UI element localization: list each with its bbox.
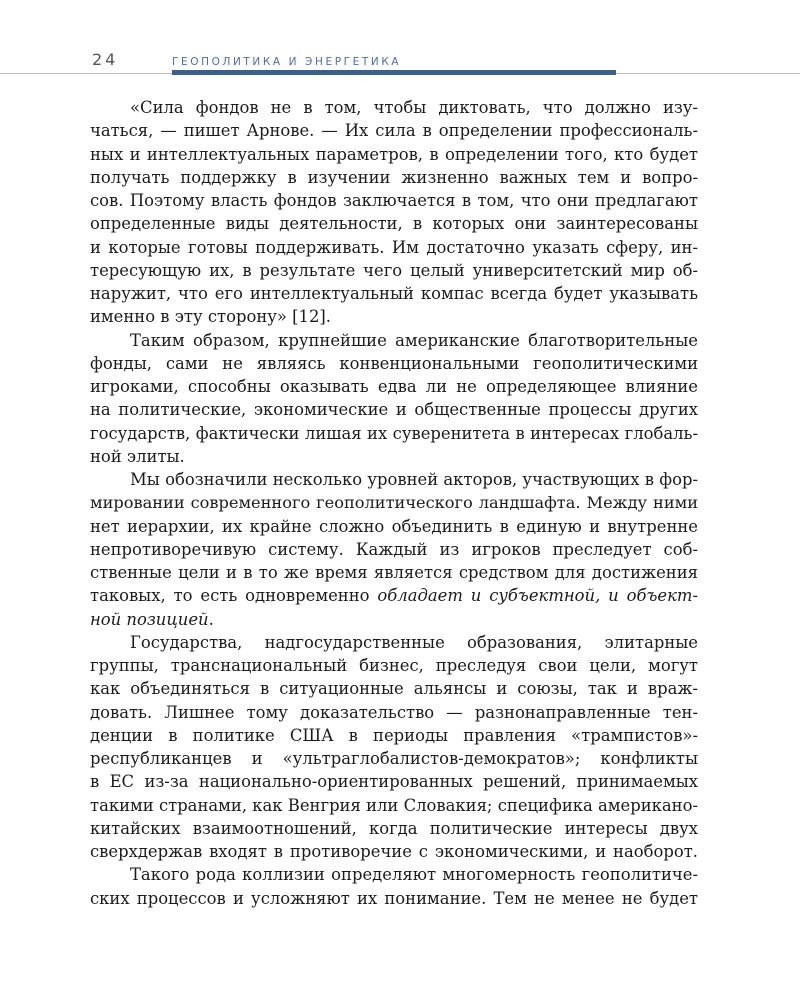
text-line (90, 608, 698, 631)
paragraph-3 (90, 468, 698, 631)
text-run: таковых, то есть одновременно (90, 586, 378, 606)
paragraph-1 (90, 96, 698, 329)
text-line: довать. Лишнее тому доказательство — разнонаправленные тен- (90, 702, 698, 722)
text-line: фонды, сами не являясь конвенциональными геополитическими (90, 353, 698, 373)
text-line: сверхдержав входят в противоречие с экономическими, и наоборот. (90, 842, 698, 861)
text-line (90, 584, 698, 607)
text-line: Государства, надгосударственные образования, элитарные (130, 632, 698, 652)
text-line: ственные цели и в то же время является средством для достижения (90, 563, 698, 582)
page-header (0, 0, 800, 80)
text-line: китайских взаимоотношений, когда политические интересы двух (90, 818, 698, 838)
italic-text-run: ной позицией (90, 609, 209, 629)
text-line: «Сила фондов не в том, чтобы диктовать, что должно изу- (130, 98, 698, 117)
header-rule-thick (172, 70, 616, 75)
text-line: нет иерархии, их крайне сложно объединить в единую и внутренне (90, 516, 698, 536)
text-line: ных и интеллектуальных параметров, в определении того, кто будет (90, 144, 698, 164)
paragraph-4 (90, 631, 698, 864)
text-line: денции в политике США в периоды правления «трампистов»- (90, 725, 698, 745)
text-line: получать поддержку в изучении жизненно важных тем и вопро- (90, 167, 698, 187)
text-line: определенные виды деятельности, в которых они заинтересованы (90, 214, 698, 234)
text-line: именно в эту сторону» [12]. (90, 307, 331, 327)
text-run: . (208, 609, 214, 629)
text-line: игроками, способны оказывать едва ли не определяющее влияние (90, 377, 698, 396)
paragraph-2 (90, 329, 698, 469)
text-line: непротиворечивую систему. Каждый из игроков преследует соб- (90, 539, 698, 559)
text-line: тересующую их, в результате чего целый университетский мир об- (90, 260, 698, 280)
text-line: в ЕС из-за национально-ориентированных решений, принимаемых (90, 772, 698, 792)
page-number: 24 (92, 50, 119, 69)
text-line: государств, фактически лишая их суверенитета в интересах глобаль- (90, 423, 698, 443)
text-line: группы, транснациональный бизнес, преследуя свои цели, могут (90, 656, 698, 675)
text-line: наружит, что его интеллектуальный компас всегда будет указывать (90, 284, 698, 303)
text-line: Мы обозначили несколько уровней акторов, участвующих в фор- (130, 470, 698, 489)
text-line: Таким образом, крупнейшие американские благотворительные (130, 330, 698, 350)
text-line: ских процессов и усложняют их понимание. Тем не менее не будет (90, 888, 698, 908)
text-line: республиканцев и «ультраглобалистов-демократов»; конфликты (90, 749, 698, 768)
body-text (90, 96, 698, 910)
text-line: на политические, экономические и общественные процессы других (90, 400, 698, 420)
text-line: чаться, — пишет Арнове. — Их сила в определении профессиональ- (90, 121, 698, 141)
text-line: как объединяться в ситуационные альянсы и союзы, так и враж- (90, 679, 698, 699)
running-title: ГЕОПОЛИТИКА И ЭНЕРГЕТИКА (172, 56, 402, 68)
italic-text-run: обладает и субъектной, и объект- (377, 586, 698, 606)
text-line: и которые готовы поддерживать. Им достаточно указать сферу, ин- (90, 237, 698, 257)
text-line: ной элиты. (90, 446, 185, 466)
text-line: сов. Поэтому власть фондов заключается в том, что они предлагают (90, 191, 698, 210)
text-line: Такого рода коллизии определяют многомерность геополитиче- (130, 865, 698, 885)
paragraph-5 (90, 863, 698, 910)
text-line: такими странами, как Венгрия или Словакия; специфика американо- (90, 795, 698, 815)
text-line: мировании современного геополитического ландшафта. Между ними (90, 493, 698, 513)
